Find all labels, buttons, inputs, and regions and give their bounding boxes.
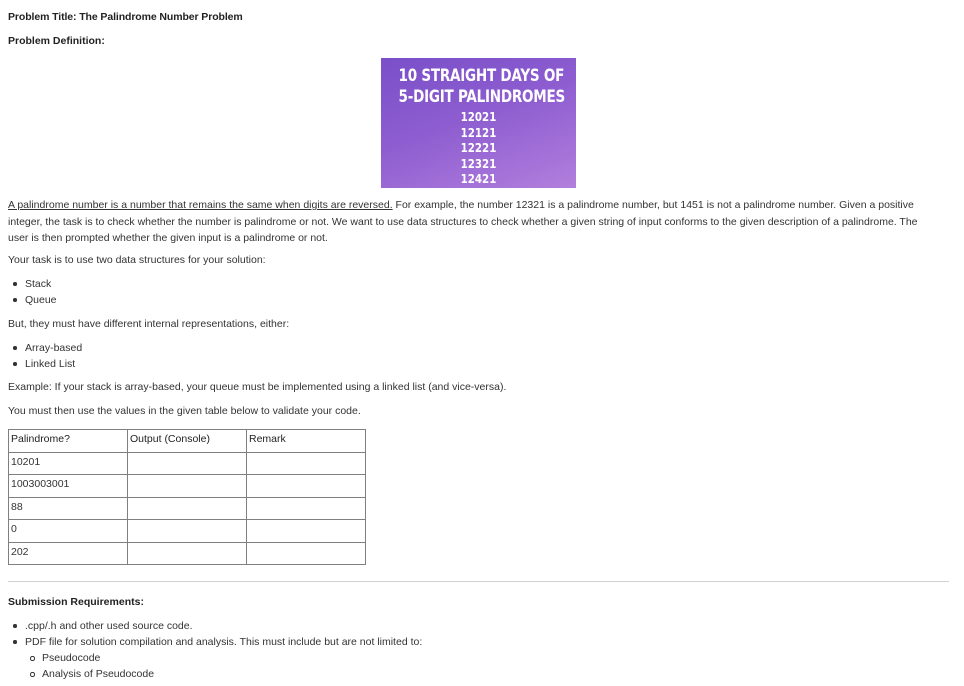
column-header-palindrome: Palindrome? (9, 430, 128, 453)
problem-title: Problem Title: The Palindrome Number Problem (8, 11, 243, 23)
example-text: Example: If your stack is array-based, your queue must be implemented using a linked list (and vice-versa). (8, 381, 507, 393)
table-cell (128, 542, 247, 565)
table-row (9, 452, 366, 475)
banner-number: 12421 (460, 171, 497, 186)
list-item: Array-based (8, 340, 82, 356)
table-cell (247, 497, 366, 520)
table-cell: 10201 (9, 452, 128, 475)
representation-list (8, 340, 82, 372)
table-cell (128, 520, 247, 543)
task-list (8, 276, 57, 308)
submission-list (8, 618, 422, 650)
table-row (9, 475, 366, 498)
submission-heading: Submission Requirements: (8, 596, 144, 608)
table-cell (128, 452, 247, 475)
banner-number: 12021 (460, 109, 497, 124)
banner-number: 12121 (460, 124, 497, 140)
table-cell (247, 452, 366, 475)
palindromes-banner-image (381, 58, 576, 188)
banner-number: 12321 (460, 155, 497, 171)
representation-text: But, they must have different internal representations, either: (8, 318, 290, 330)
submission-sublist (25, 650, 154, 682)
section-divider (8, 581, 949, 582)
table-cell: 1003003001 (9, 475, 128, 498)
intro-paragraph (8, 197, 938, 247)
table-cell (247, 542, 366, 565)
column-header-remark: Remark (247, 430, 366, 453)
list-item: .cpp/.h and other used source code. (8, 618, 422, 634)
banner-number: 12221 (460, 140, 497, 155)
task-text: Your task is to use two data structures for your solution: (8, 254, 266, 266)
table-cell (247, 475, 366, 498)
table-cell (128, 497, 247, 520)
table-cell (247, 520, 366, 543)
table-cell: 202 (9, 542, 128, 565)
problem-definition-label: Problem Definition: (8, 35, 105, 47)
palindrome-definition: A palindrome number is a number that remains the same when digits are reversed. (8, 199, 393, 211)
list-item: PDF file for solution compilation and analysis. This must include but are not limited to: (8, 634, 422, 650)
table-row (9, 497, 366, 520)
table-row (9, 520, 366, 543)
banner-number-list (381, 109, 576, 187)
list-item: Linked List (8, 356, 82, 372)
list-item: Queue (8, 292, 57, 308)
table-header-row (9, 430, 366, 453)
validation-table (8, 429, 366, 565)
list-item: Stack (8, 276, 57, 292)
column-header-output: Output (Console) (128, 430, 247, 453)
list-item: Analysis of Pseudocode (25, 666, 154, 682)
table-cell: 0 (9, 520, 128, 543)
intro-rest: For example, the number 12321 is a palindrome number, but 1451 is not a palindrome number. Given a positive integer, the task is to check whether the number is palindrome or not. We want to use data structures to check whether a given string of input conforms to the given description of a palindrome. The user is then prompted whether the given input is a palindrome or not. (8, 199, 918, 244)
banner-heading-line2: 5-DIGIT PALINDROMES (398, 87, 565, 106)
table-cell: 88 (9, 497, 128, 520)
validate-text: You must then use the values in the given table below to validate your code. (8, 405, 361, 417)
table-cell (128, 475, 247, 498)
list-item: Pseudocode (25, 650, 154, 666)
banner-heading-line1: 10 STRAIGHT DAYS OF (398, 66, 565, 85)
table-row (9, 542, 366, 565)
